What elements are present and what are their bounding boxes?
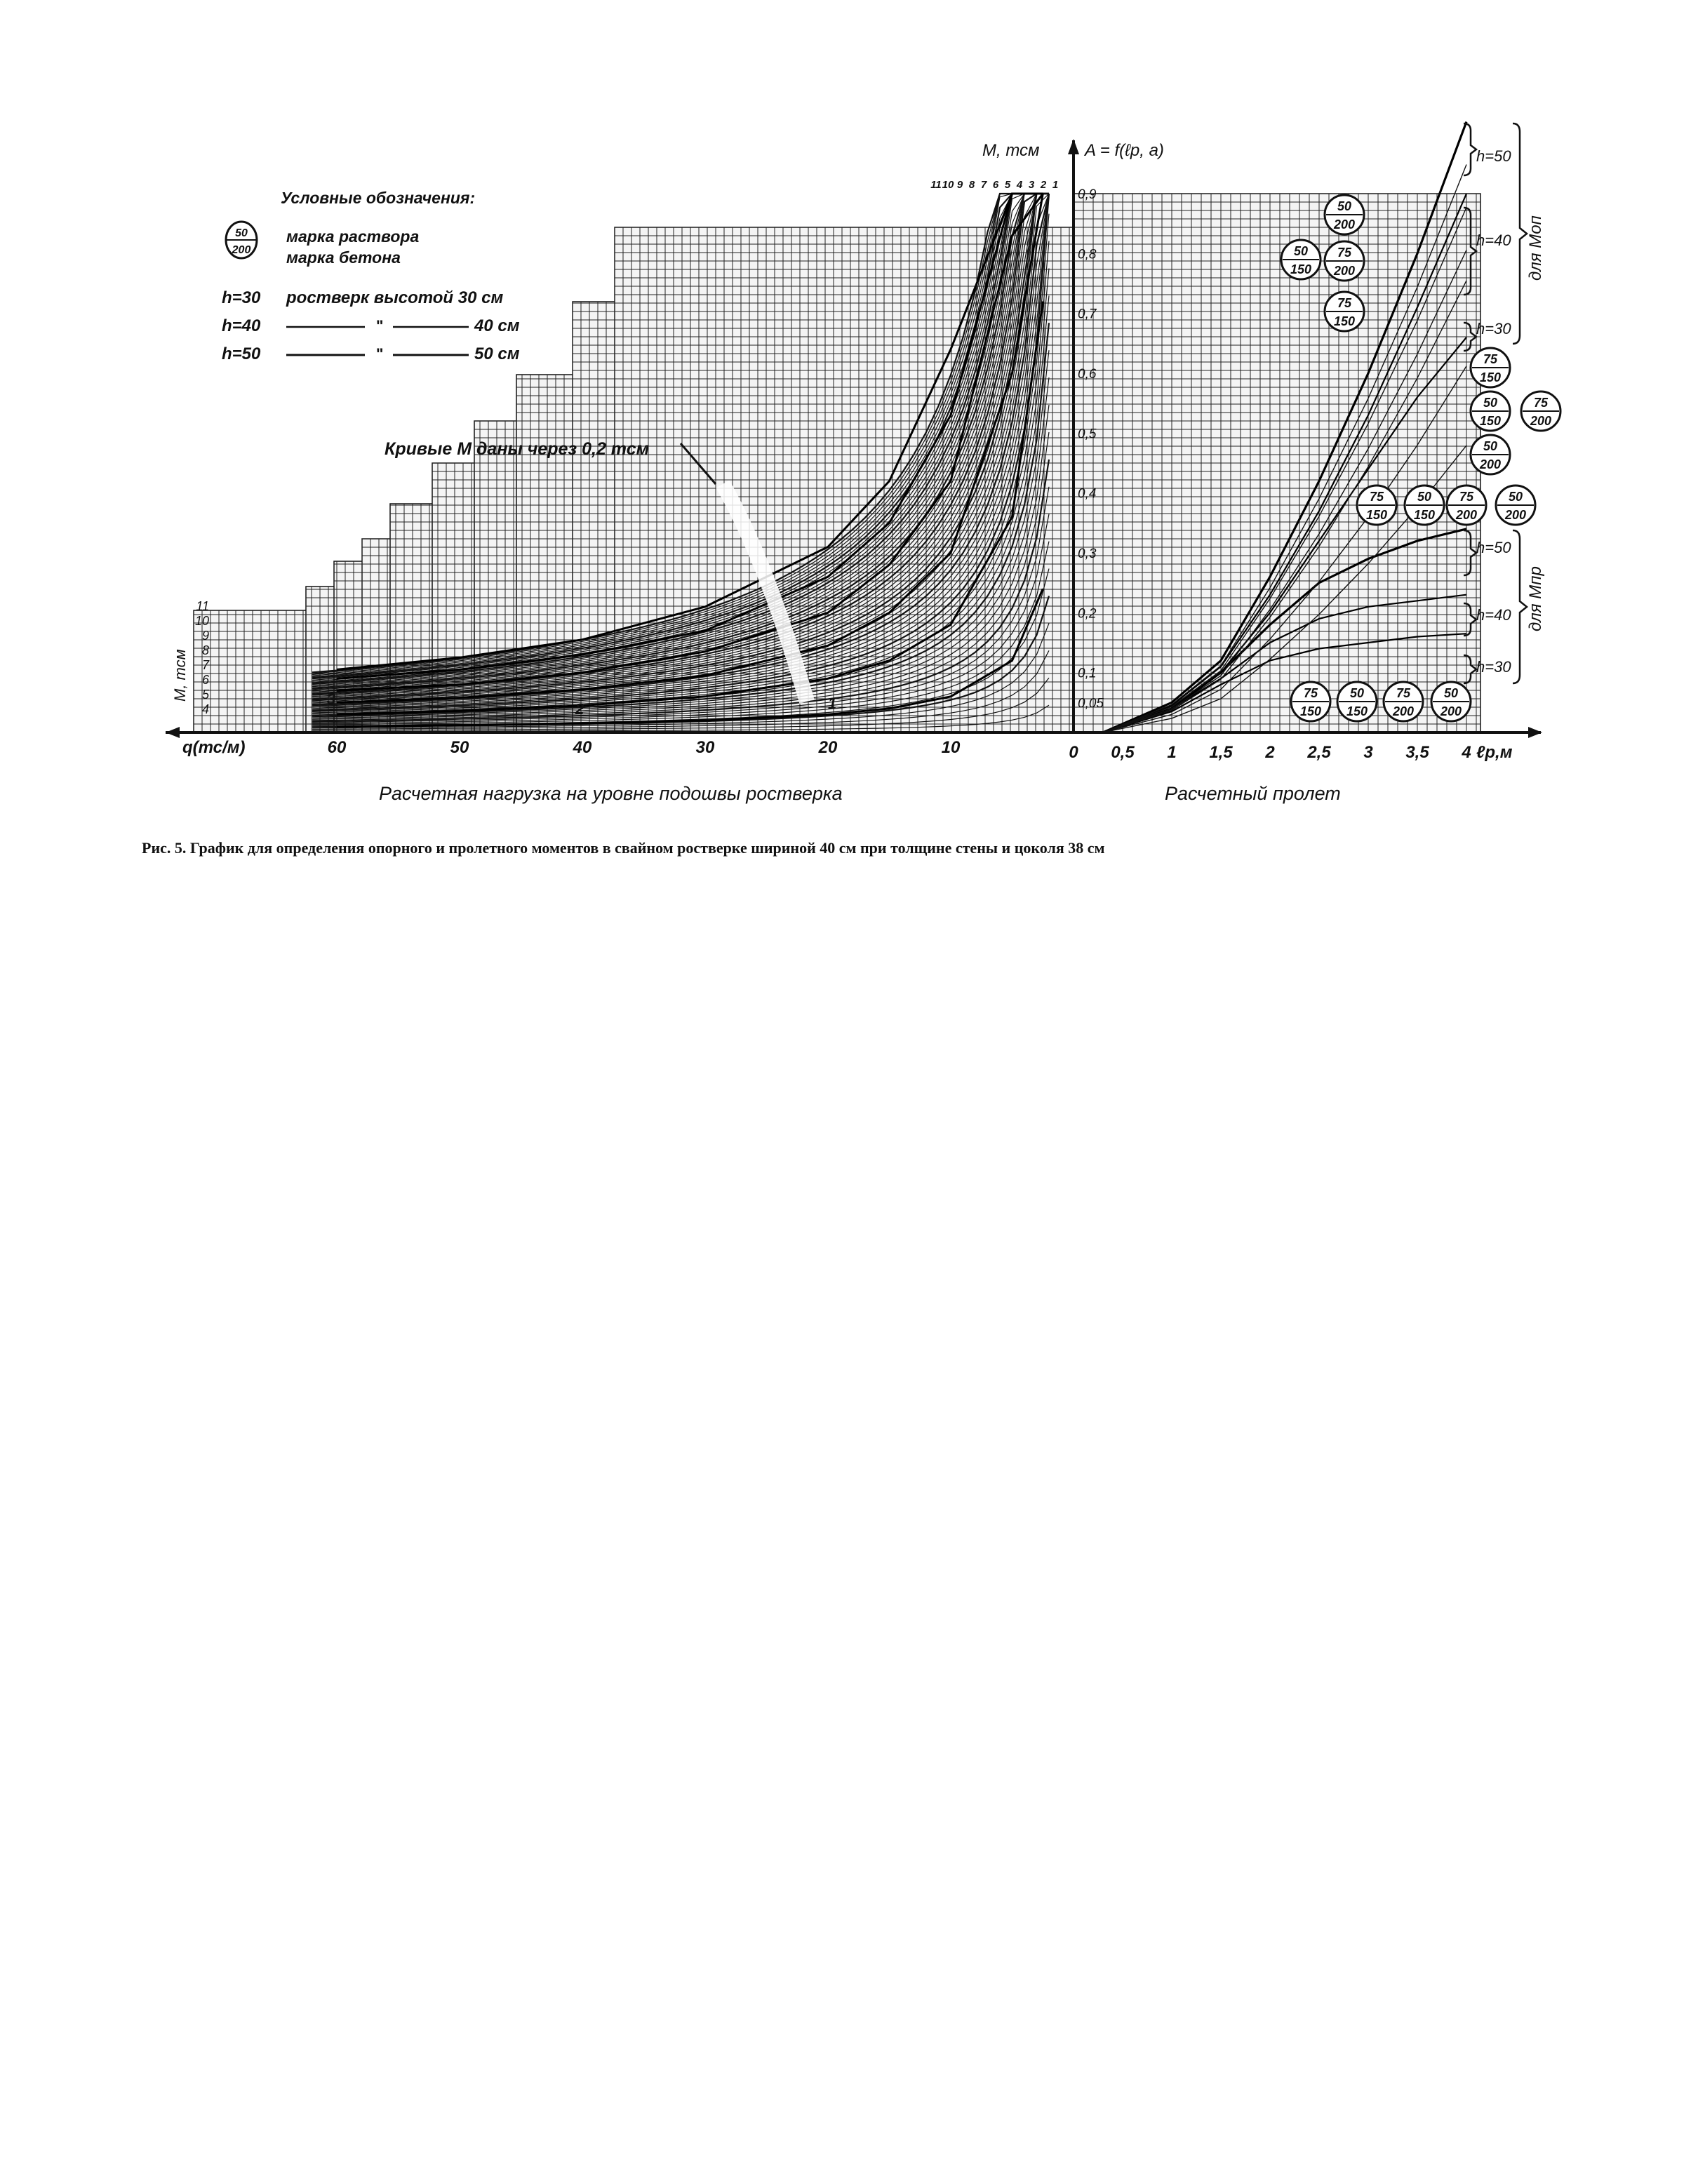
- mark-badge: [1496, 485, 1535, 525]
- left-curve-label: 1: [828, 695, 837, 712]
- mark-badge-top: 75: [1337, 296, 1352, 310]
- legend-key-h50: h=50: [222, 344, 261, 363]
- mark-badge: [1431, 682, 1471, 721]
- mark-badge-bottom: 150: [1299, 704, 1322, 718]
- mark-badge: [1447, 485, 1486, 525]
- right-y-tick: 0,4: [1078, 486, 1097, 502]
- mark-badge-bottom: 200: [1333, 217, 1356, 232]
- mark-badge-top: 50: [1483, 396, 1498, 410]
- mark-badge-top: 50: [1293, 244, 1309, 258]
- left-x-tick: 10: [941, 738, 961, 757]
- group-brace: [1513, 530, 1527, 683]
- right-y-axis-label: A = f(ℓp, a): [1085, 141, 1164, 160]
- left-side-tick: 10: [194, 614, 209, 628]
- left-top-tick: 3: [1028, 179, 1035, 191]
- right-y-tick: 0,7: [1078, 307, 1097, 322]
- mark-badge-bottom: 200: [1530, 414, 1552, 428]
- mark-badge-bottom: 150: [1479, 414, 1502, 428]
- right-x-tick: 0: [1069, 743, 1078, 762]
- mark-badge-bottom: 200: [1479, 457, 1502, 471]
- mark-badge: [1384, 682, 1423, 721]
- mark-badge: [1325, 241, 1364, 281]
- figure-caption: Рис. 5. График для определения опорного и пролетного моментов в свайном ростверке шириной 40 см при толщине стены и цоколя 38 см: [142, 839, 1105, 857]
- left-x-axis-label: q(тс/м): [182, 738, 246, 757]
- left-side-tick: 7: [201, 658, 209, 672]
- legend-badge-bottom: 200: [232, 244, 251, 256]
- h-label: h=40: [1476, 606, 1511, 624]
- h-label: h=50: [1476, 539, 1511, 556]
- right-x-tick: 0,5: [1111, 743, 1135, 762]
- mark-badge-top: 75: [1459, 490, 1474, 504]
- mark-badge-top: 75: [1337, 246, 1352, 260]
- mark-badge-top: 75: [1483, 352, 1498, 366]
- left-x-title: Расчетная нагрузка на уровне подошвы ростверка: [379, 783, 843, 804]
- mark-badge-top: 75: [1303, 686, 1318, 700]
- baseline-arrow-left: [166, 727, 180, 738]
- left-side-axis-label: М, тсм: [171, 649, 189, 702]
- left-top-ticks: [930, 179, 1058, 191]
- left-side-tick: 6: [201, 673, 209, 687]
- mark-badge-bottom: 200: [1440, 704, 1462, 718]
- legend-badge-top: 50: [235, 227, 248, 239]
- right-x-tick: 1,5: [1209, 743, 1233, 762]
- legend-ditto-h50: ": [376, 345, 384, 363]
- group-support-label: для Моп: [1526, 215, 1545, 281]
- mark-badge-bottom: 150: [1333, 314, 1356, 328]
- mark-badge: [1281, 240, 1321, 279]
- mark-badge: [1325, 195, 1364, 234]
- right-x-tick: 1: [1167, 743, 1177, 762]
- legend-badge: [226, 222, 257, 258]
- right-x-tick: 3,5: [1405, 743, 1429, 762]
- right-y-tick: 0,8: [1078, 247, 1097, 262]
- right-x-tick: 4: [1462, 743, 1471, 762]
- mark-badge-top: 50: [1483, 439, 1498, 453]
- right-y-tick: 0,3: [1078, 547, 1097, 561]
- left-top-tick: 1: [1052, 179, 1059, 191]
- legend-text-h30: ростверк высотой 30 см: [286, 288, 504, 307]
- baseline-arrow-right: [1528, 727, 1542, 738]
- left-side-tick: 11: [196, 599, 209, 613]
- right-y-tick: 0,6: [1078, 367, 1097, 382]
- right-x-tick: 2,5: [1307, 743, 1331, 762]
- mark-badge-top: 75: [1533, 396, 1549, 410]
- right-y-tick: 0,2: [1078, 606, 1097, 622]
- right-x-axis-label: ℓp,м: [1476, 743, 1513, 762]
- left-top-tick: 5: [1004, 179, 1011, 191]
- right-y-tick: 0,05: [1078, 696, 1104, 711]
- group-brace: [1513, 123, 1527, 344]
- mark-badge-bottom: 150: [1346, 704, 1368, 718]
- mark-badge: [1471, 391, 1510, 431]
- mark-badge-top: 75: [1369, 490, 1384, 504]
- mark-badge: [1357, 485, 1396, 525]
- legend-ditto-h40: ": [376, 317, 384, 335]
- left-curve-label: 3: [327, 690, 336, 708]
- legend-concrete-label: марка бетона: [286, 248, 401, 267]
- left-x-tick: 30: [695, 738, 715, 757]
- right-y-tick: 0,9: [1078, 187, 1097, 202]
- left-side-tick: 5: [201, 688, 209, 702]
- mark-badge-top: 50: [1417, 490, 1432, 504]
- left-top-tick: 6: [992, 179, 999, 191]
- right-x-ticks: [1069, 743, 1471, 762]
- left-top-tick: 10: [942, 179, 954, 191]
- mark-badge-top: 50: [1337, 199, 1352, 213]
- mark-badge-bottom: 200: [1504, 508, 1527, 522]
- h-label: h=50: [1476, 147, 1511, 165]
- central-axis-arrow: [1068, 139, 1079, 154]
- mark-badge: [1471, 348, 1510, 387]
- mark-badge-top: 50: [1443, 686, 1459, 700]
- left-side-tick: 8: [201, 643, 209, 657]
- mark-badge-bottom: 200: [1333, 264, 1356, 278]
- group-span-label: для Мпр: [1526, 566, 1545, 631]
- left-top-tick: 7: [980, 179, 987, 191]
- mark-badge-bottom: 200: [1392, 704, 1415, 718]
- left-top-tick: 11: [930, 179, 942, 191]
- legend-value-h50: 50 см: [474, 344, 520, 363]
- left-curve-label: 2: [575, 700, 584, 718]
- mark-badge-bottom: 200: [1455, 508, 1478, 522]
- mark-badge-bottom: 150: [1479, 370, 1502, 384]
- left-top-tick: 8: [968, 179, 975, 191]
- right-y-tick: 0,5: [1078, 427, 1097, 442]
- legend-key-h30: h=30: [222, 288, 261, 307]
- legend-key-h40: h=40: [222, 316, 261, 335]
- mark-badge: [1521, 391, 1560, 431]
- mark-badge-top: 75: [1396, 686, 1411, 700]
- left-x-ticks: [328, 738, 961, 757]
- left-top-tick: 4: [1016, 179, 1023, 191]
- mark-badge-top: 50: [1508, 490, 1523, 504]
- left-top-tick: 9: [956, 179, 963, 191]
- left-top-tick: 2: [1040, 179, 1047, 191]
- h-label: h=30: [1476, 658, 1511, 676]
- left-x-tick: 40: [573, 738, 592, 757]
- left-x-tick: 50: [450, 738, 469, 757]
- legend-mortar-label: марка раствора: [286, 227, 420, 246]
- h-label: h=40: [1476, 232, 1511, 249]
- right-y-tick: 0,1: [1078, 666, 1097, 681]
- right-x-title: Расчетный пролет: [1165, 783, 1341, 804]
- mark-badge: [1325, 292, 1364, 331]
- mark-badge-bottom: 150: [1365, 508, 1388, 522]
- right-x-tick: 2: [1265, 743, 1275, 762]
- right-panel-grid: [1074, 194, 1480, 732]
- mark-badge: [1291, 682, 1330, 721]
- curves-note: Кривые М даны через 0,2 тсм: [385, 439, 650, 459]
- nomogram-figure: [0, 0, 1698, 835]
- mark-badge-bottom: 150: [1290, 262, 1312, 276]
- mark-badge: [1337, 682, 1377, 721]
- left-x-tick: 60: [327, 738, 347, 757]
- left-side-tick: 4: [201, 702, 209, 716]
- h-label: h=30: [1476, 320, 1511, 337]
- left-x-tick: 20: [818, 738, 838, 757]
- legend-title: Условные обозначения:: [281, 189, 476, 207]
- mark-badge-bottom: 150: [1413, 508, 1436, 522]
- mark-badge-top: 50: [1349, 686, 1365, 700]
- left-side-tick: 9: [201, 629, 209, 643]
- mark-badge: [1471, 435, 1510, 474]
- legend-value-h40: 40 см: [474, 316, 520, 335]
- mark-badge: [1405, 485, 1444, 525]
- right-x-tick: 3: [1363, 743, 1373, 762]
- left-top-axis-label: М, тсм: [982, 141, 1040, 160]
